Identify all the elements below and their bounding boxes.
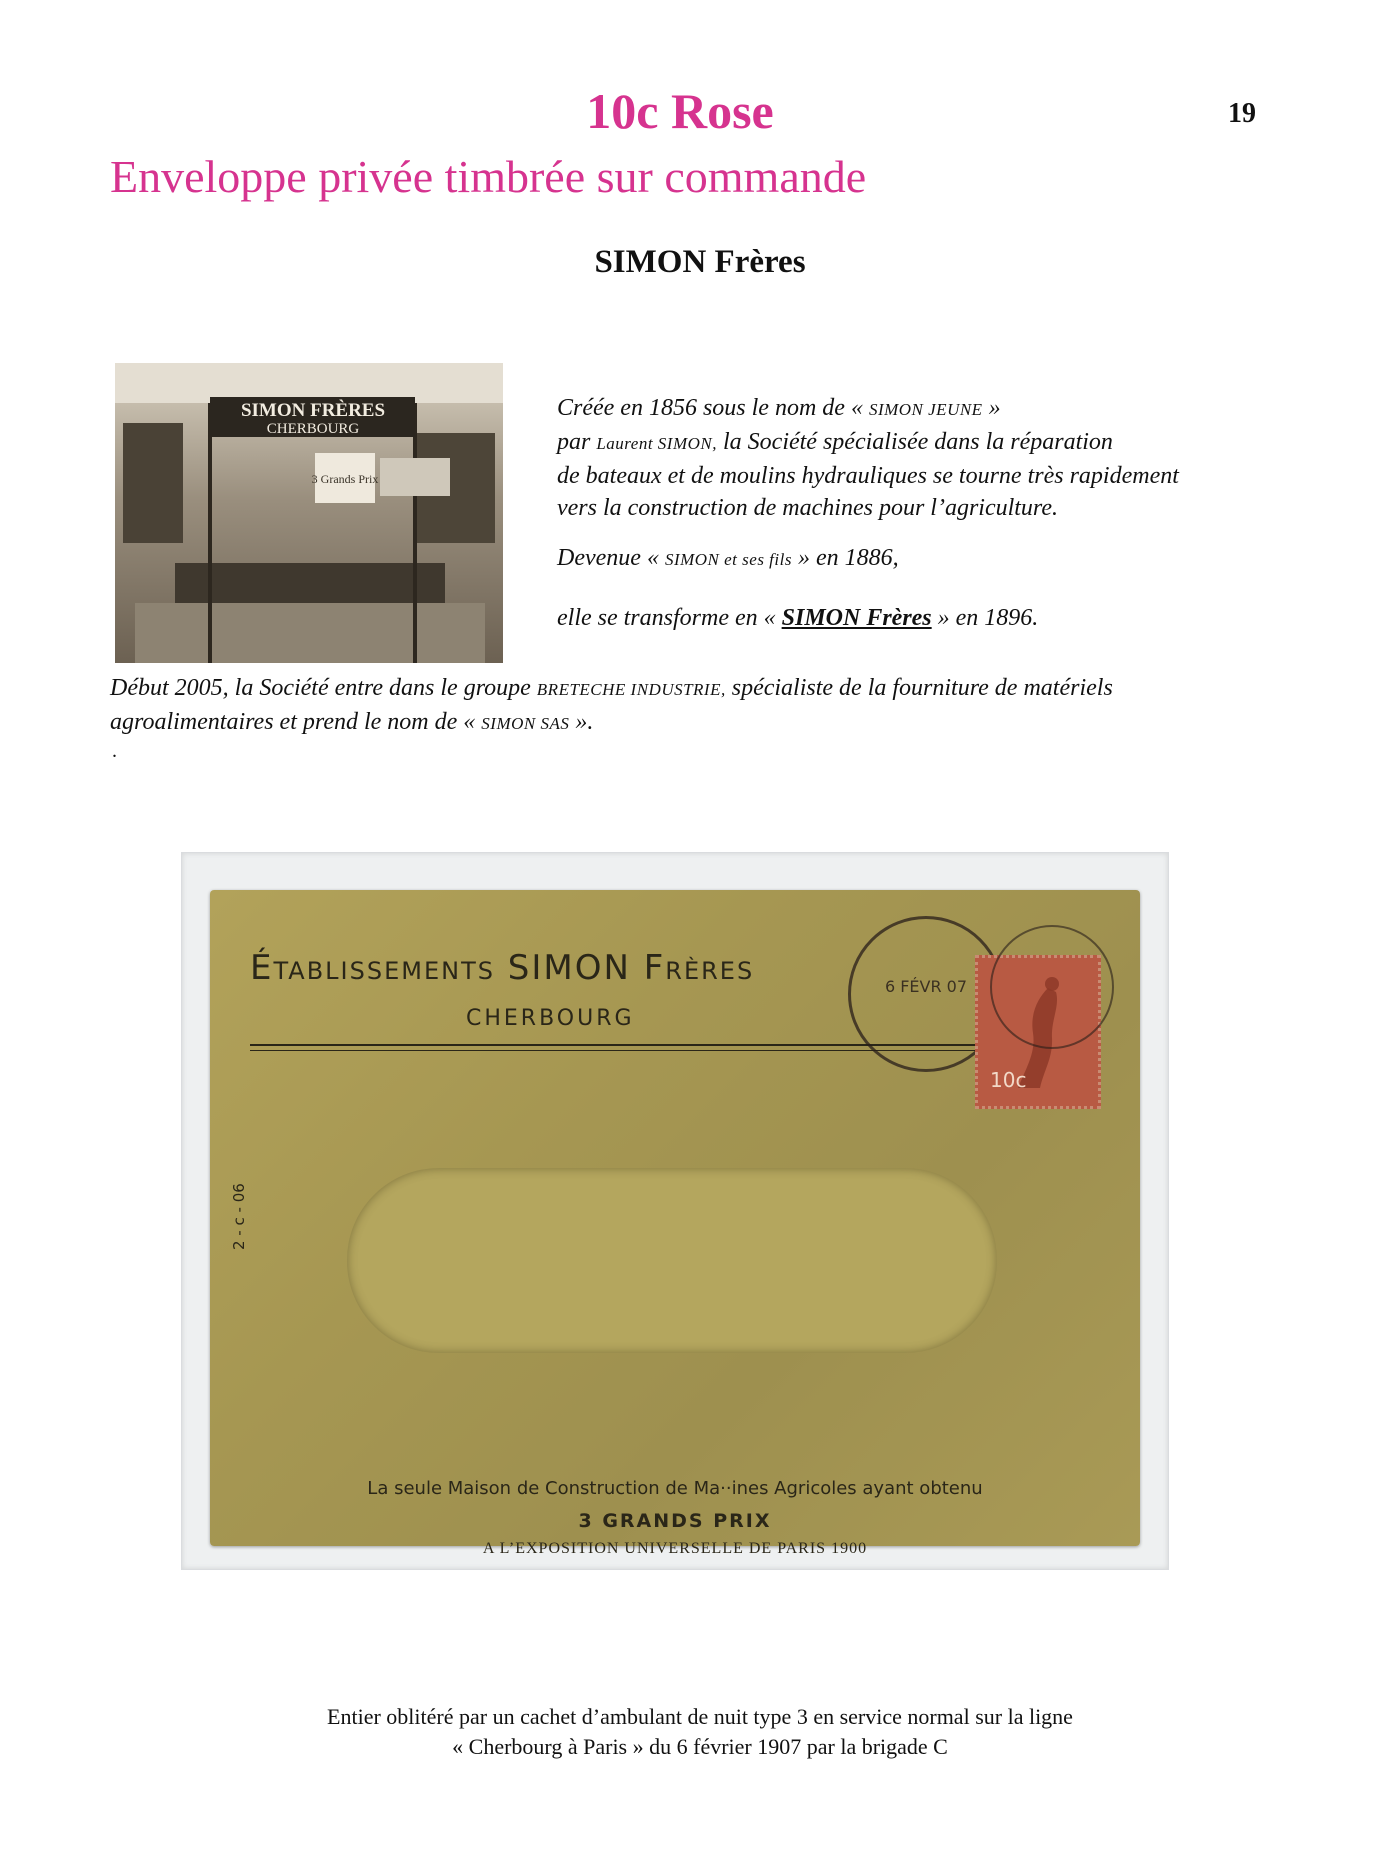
envelope-exposition: A L’EXPOSITION UNIVERSELLE DE PARIS 1900 [482,1540,868,1557]
history-line-2 [557,426,1179,460]
history-smallcaps: SIMON JEUNE [868,400,983,419]
history-smallcaps: SIMON et ses fils [664,550,792,569]
company-heading: SIMON Frères [594,244,806,280]
history-paragraph-2 [557,545,899,572]
history-text: Début 2005, la Société entre dans le groupe [110,675,537,701]
history-text: » en 1896. [931,605,1039,631]
envelope-slogan: La seule Maison de Construction de Ma··ines Agricoles ayant obtenu [367,1478,983,1499]
envelope-company [250,948,754,988]
envelope-grands-prix: 3 GRANDS PRIX [578,1510,772,1532]
brand-name: SIMON Frères [781,605,932,631]
photo-sign-line2: CHERBOURG [266,421,360,437]
exhibition-photo [115,363,503,663]
page-subtitle: Enveloppe privée timbrée sur commande [110,151,867,202]
history-text: ». [569,709,594,735]
envelope [210,890,1140,1557]
page-number: 19 [1228,98,1256,129]
history-text: Créée en 1856 sous le nom de « [557,395,869,421]
history-text: la Société spécialisée dans la réparation [717,429,1113,455]
page-title: 10c Rose [586,83,774,139]
envelope-side-code: 2 - c - 06 [230,1183,248,1250]
history-text: spécialiste de la fourniture de matériels agroalimentaires et prend le nom de « [110,675,1113,735]
history-text: Devenue « [557,545,665,571]
history-text: » en 1886, [791,545,899,571]
envelope-caption [0,1702,1400,1762]
envelope-city: CHERBOURG [466,1006,635,1031]
envelope-window [347,1168,997,1353]
caption-line-2: « Cherbourg à Paris » du 6 février 1907 par la brigade C [452,1734,948,1759]
envelope-company-part: É [250,948,274,988]
history-smallcaps: Laurent SIMON, [596,434,717,453]
photo-sign-line1: SIMON FRÈRES [240,400,386,421]
stray-dot: . [112,740,117,762]
history-paragraph-1 [557,392,1179,524]
history-line-3: de bateaux et de moulins hydrauliques se tourne très rapidement [557,463,1179,489]
history-text: elle se transforme en « [557,605,782,631]
history-smallcaps: BRETECHE INDUSTRIE, [536,680,726,699]
envelope-company-part: TABLISSEMENTS [273,957,495,985]
history-text: par [557,429,597,455]
photo-sign-prix: 3 Grands Prix [311,472,379,486]
history-paragraph-3 [557,605,1038,632]
exhibition-photo-drawing [115,363,503,663]
postmark-date: 6 FÉVR 07 [884,977,968,996]
history-paragraph-4 [110,672,1280,740]
history-text: » [982,395,1001,421]
envelope-company-part: RÈRES [665,957,755,985]
stamp-value: 10c [990,1068,1027,1092]
envelope-company-part: SIMON F [494,948,666,988]
caption-line-1: Entier oblitéré par un cachet d’ambulant de nuit type 3 en service normal sur la ligne [327,1704,1073,1729]
history-line-4: vers la construction de machines pour l’agriculture. [557,495,1059,521]
postmark-circle-secondary [990,925,1114,1049]
history-smallcaps: SIMON SAS [481,714,570,733]
history-line-1 [557,392,1179,426]
